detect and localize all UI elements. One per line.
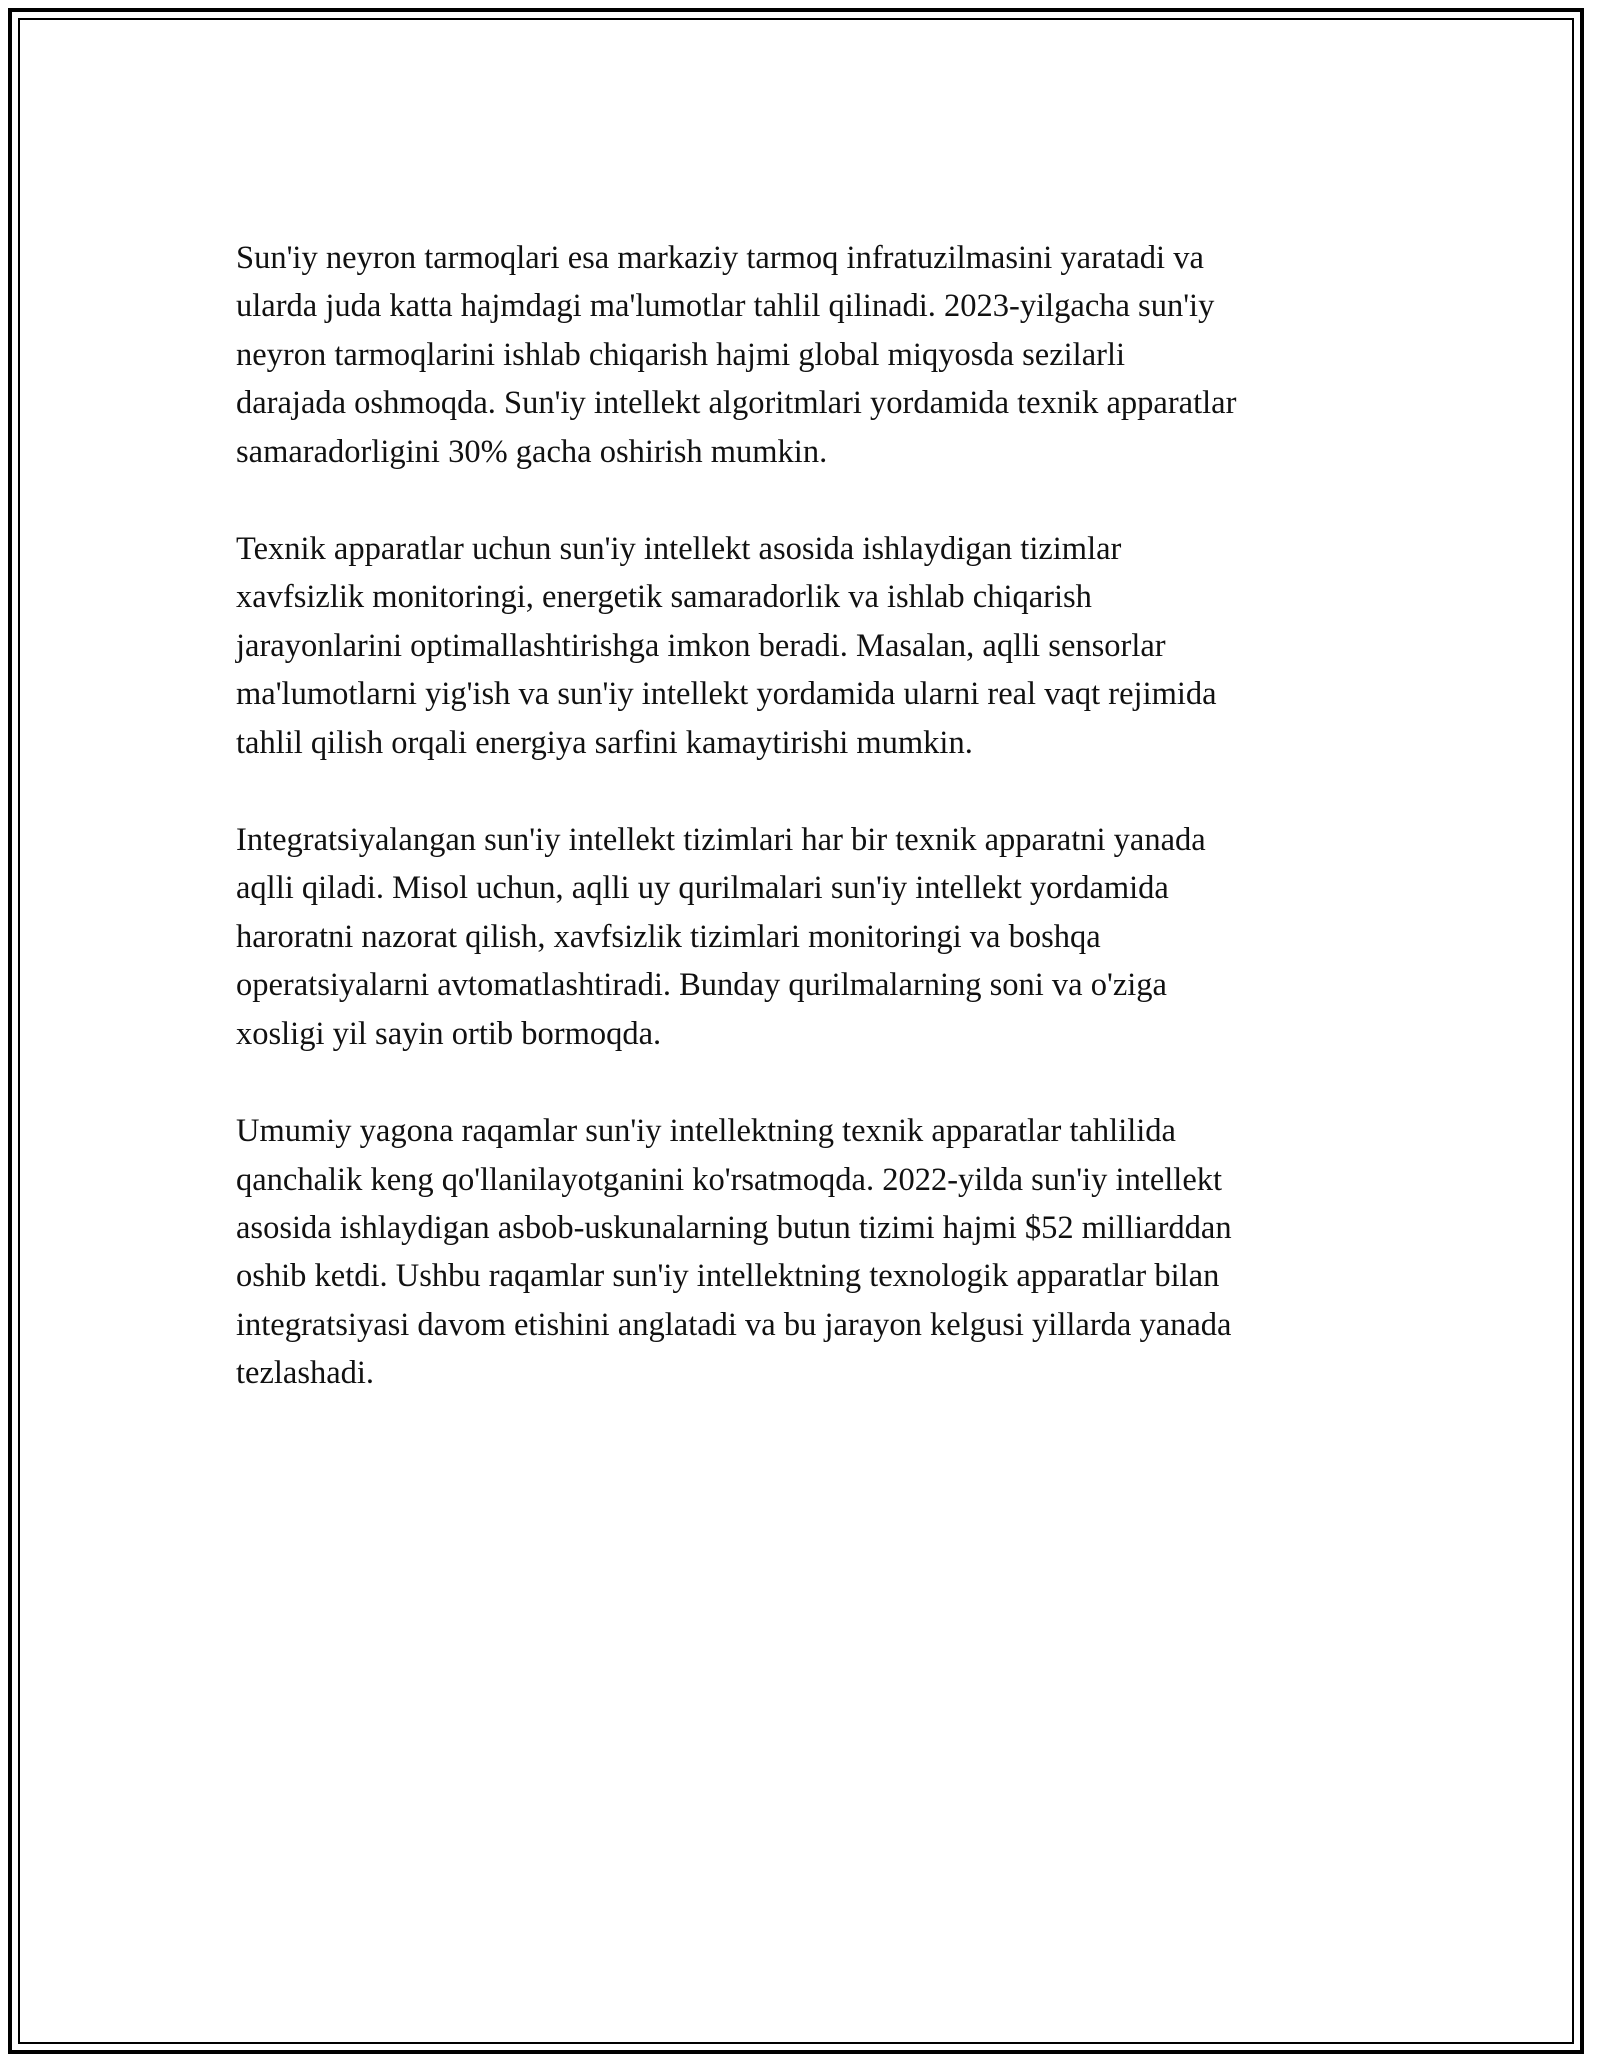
text-line: jarayonlarini optimallashtirishga imkon beradi. Masalan, aqlli sensorlar — [236, 627, 1166, 664]
text-line: haroratni nazorat qilish, xavfsizlik tizimlari monitoringi va boshqa — [236, 918, 1101, 955]
text-line: tahlil qilish orqali energiya sarfini kamaytirishi mumkin. — [236, 724, 973, 761]
text-line: Texnik apparatlar uchun sun'iy intellekt asosida ishlaydigan tizimlar — [236, 531, 1122, 568]
text-line: darajada oshmoqda. Sun'iy intellekt algoritmlari yordamida texnik apparatlar — [236, 385, 1237, 422]
document-body — [236, 234, 1376, 1447]
text-line: samaradorligini 30% gacha oshirish mumkin. — [236, 433, 828, 470]
text-line: operatsiyalarni avtomatlashtiradi. Bunday qurilmalarning soni va o'ziga — [236, 967, 1167, 1004]
text-line: ularda juda katta hajmdagi ma'lumotlar tahlil qilinadi. 2023-yilgacha sun'iy — [236, 288, 1215, 325]
paragraph-1 — [236, 234, 1376, 476]
text-line: qanchalik keng qo'llanilayotganini ko'rsatmoqda. 2022-yilda sun'iy intellekt — [236, 1161, 1223, 1198]
text-line: Sun'iy neyron tarmoqlari esa markaziy tarmoq infratuzilmasini yaratadi va — [236, 240, 1204, 276]
text-line: aqlli qiladi. Misol uchun, aqlli uy qurilmalari sun'iy intellekt yordamida — [236, 870, 1169, 907]
text-line: neyron tarmoqlarini ishlab chiqarish hajmi global miqyosda sezilarli — [236, 336, 1126, 373]
text-line: tezlashadi. — [236, 1355, 375, 1392]
paragraph-4 — [236, 1107, 1376, 1397]
text-line: xosligi yil sayin ortib bormoqda. — [236, 1015, 662, 1052]
text-line: integratsiyasi davom etishini anglatadi va bu jarayon kelgusi yillarda yanada — [236, 1306, 1232, 1343]
text-line: xavfsizlik monitoringi, energetik samaradorlik va ishlab chiqarish — [236, 579, 1092, 616]
text-line: oshib ketdi. Ushbu raqamlar sun'iy intellektning texnologik apparatlar bilan — [236, 1258, 1220, 1295]
text-line: Integratsiyalangan sun'iy intellekt tizimlari har bir texnik apparatni yanada — [236, 822, 1206, 859]
paragraph-2 — [236, 525, 1376, 767]
text-line: Umumiy yagona raqamlar sun'iy intellektning texnik apparatlar tahlilida — [236, 1113, 1176, 1150]
paragraph-3 — [236, 816, 1376, 1058]
text-line: ma'lumotlarni yig'ish va sun'iy intellekt yordamida ularni real vaqt rejimida — [236, 676, 1217, 713]
text-line: asosida ishlaydigan asbob-uskunalarning butun tizimi hajmi $52 milliarddan — [236, 1209, 1232, 1246]
